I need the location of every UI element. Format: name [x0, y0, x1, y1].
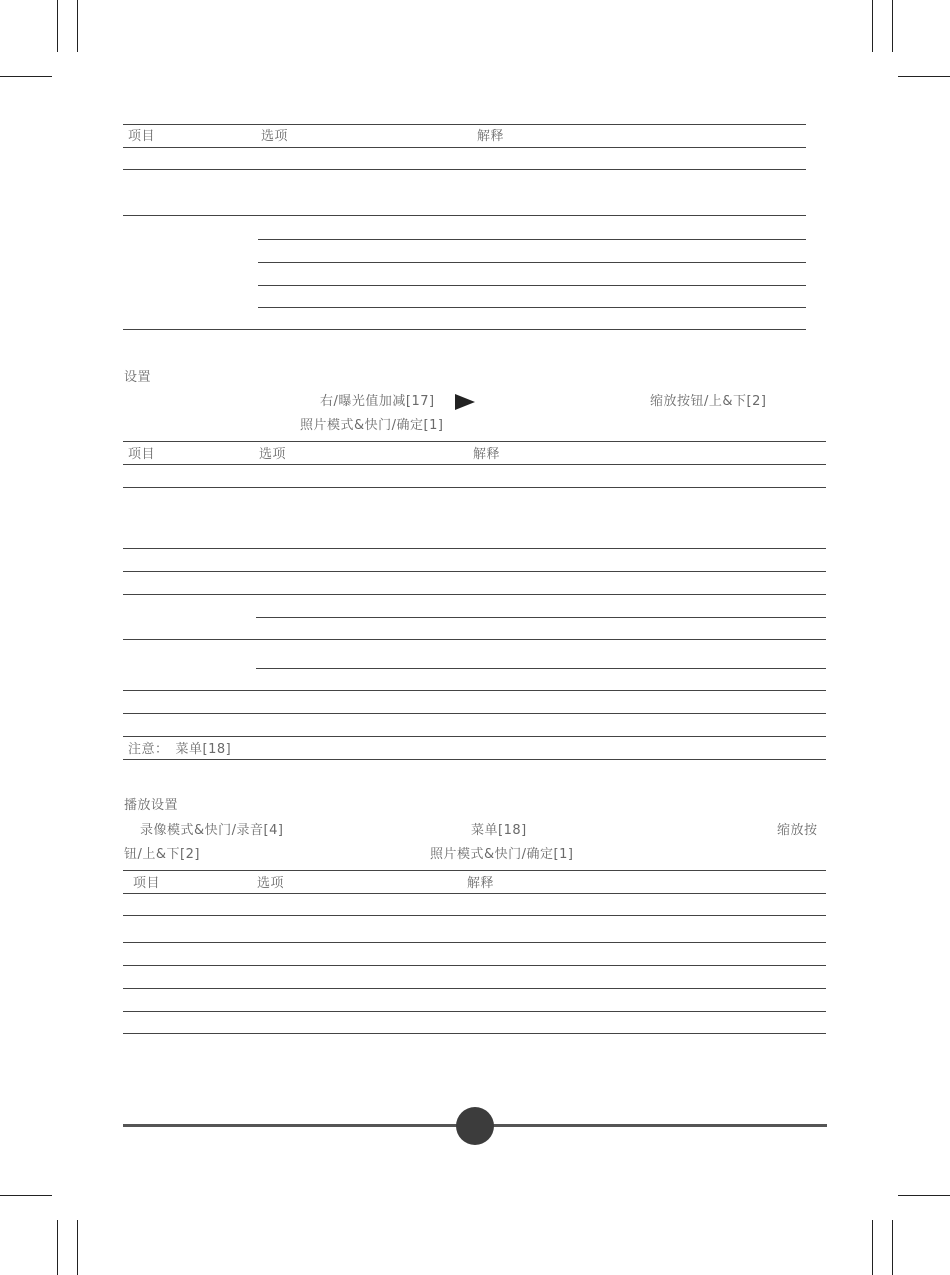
crop-mark [0, 76, 52, 77]
table-rule [123, 1033, 826, 1034]
instruction-text: 右/曝光值加减[17] [320, 394, 435, 409]
section-title-settings: 设置 [124, 370, 152, 385]
table-rule [123, 893, 826, 894]
table-header-option: 选项 [259, 447, 287, 462]
table-rule [258, 262, 806, 263]
crop-mark [0, 1195, 52, 1196]
table-rule [123, 441, 826, 442]
instruction-text: 照片模式&快门/确定[1] [430, 847, 574, 862]
table-rule [123, 1011, 826, 1012]
crop-mark [898, 1195, 950, 1196]
table-rule [123, 487, 826, 488]
table-header-explain: 解释 [477, 129, 505, 144]
table-rule [123, 942, 826, 943]
table-header-option: 选项 [257, 876, 285, 891]
instruction-text: 录像模式&快门/录音[4] [140, 823, 284, 838]
table-rule [258, 285, 806, 286]
table-rule [123, 759, 826, 760]
table-rule [123, 965, 826, 966]
table-rule [123, 169, 806, 170]
table-note: 注意： 菜单[18] [128, 742, 232, 757]
table-rule [258, 307, 806, 308]
play-arrow-icon [455, 394, 475, 414]
instruction-text: 缩放按 [777, 823, 818, 838]
table-header-item: 项目 [128, 129, 156, 144]
table-rule [123, 915, 826, 916]
table-rule [256, 617, 826, 618]
table-rule [258, 239, 806, 240]
table-rule [123, 594, 826, 595]
table-header-explain: 解释 [473, 447, 501, 462]
table-rule [123, 870, 826, 871]
crop-mark [892, 0, 893, 52]
table-rule [123, 639, 826, 640]
table-rule [123, 571, 826, 572]
crop-mark [77, 1220, 78, 1275]
crop-mark [898, 76, 950, 77]
table-rule [123, 124, 806, 125]
section-title-playback: 播放设置 [124, 798, 179, 813]
crop-mark [892, 1220, 893, 1275]
table-rule [123, 713, 826, 714]
instruction-text: 缩放按钮/上&下[2] [650, 394, 767, 409]
table-header-item: 项目 [128, 447, 156, 462]
table-rule [123, 329, 806, 330]
table-header-option: 选项 [261, 129, 289, 144]
crop-mark [77, 0, 78, 52]
table-rule [123, 736, 826, 737]
table-header-item: 项目 [133, 876, 161, 891]
instruction-text: 照片模式&快门/确定[1] [300, 418, 444, 433]
table-rule [123, 690, 826, 691]
table-rule [123, 215, 806, 216]
crop-mark [57, 0, 58, 52]
table-rule [123, 548, 826, 549]
crop-mark [57, 1220, 58, 1275]
table-rule [256, 668, 826, 669]
page-number-circle [456, 1107, 494, 1145]
table-rule [123, 147, 806, 148]
crop-mark [872, 0, 873, 52]
instruction-text: 菜单[18] [471, 823, 527, 838]
table-header-explain: 解释 [467, 876, 495, 891]
crop-mark [872, 1220, 873, 1275]
instruction-text: 钮/上&下[2] [124, 847, 200, 862]
table-rule [123, 988, 826, 989]
table-rule [123, 464, 826, 465]
